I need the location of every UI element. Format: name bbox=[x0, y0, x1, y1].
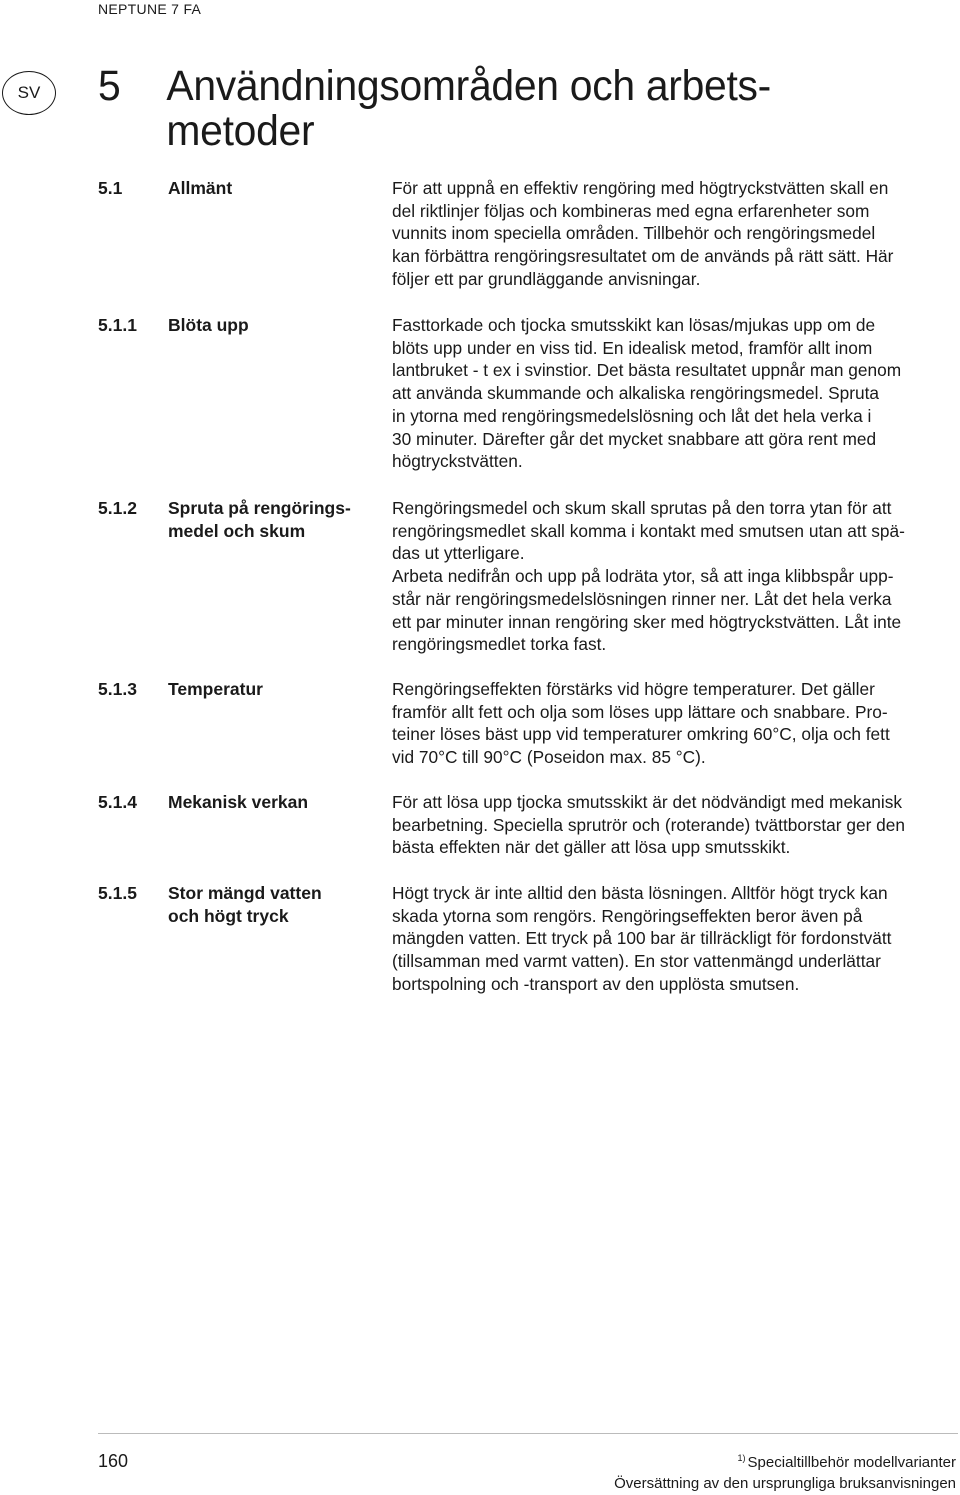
section-title: Allmänt bbox=[168, 178, 233, 198]
translation-note: Översättning av den ursprungliga bruksanvisningen bbox=[614, 1475, 956, 1492]
section-number: 5.1.1 bbox=[98, 315, 137, 335]
section-body: Rengöringsmedel och skum skall sprutas på den torra ytan för att rengöringsmedlet skall komma i kontakt med smutsen utan att spä- das ut ytterligare. Arbeta nedifrån och upp på lodräta ytor, så att inga klibbspår upp- står när rengöringsmedelslösningen rinner ner. Låt det hela verka ett par minuter innan rengöring sker med högtryckstvätten. Låt inte rengöringsmedlet torka fast. bbox=[392, 498, 905, 655]
chapter-heading bbox=[98, 64, 906, 154]
section-title: Temperatur bbox=[168, 679, 263, 699]
footnote-marker: 1) bbox=[737, 1453, 746, 1463]
section-body: För att uppnå en effektiv rengöring med högtryckstvätten skall en del riktlinjer följas och kombineras med egna erfarenheter som vunnits inom speciella områden. Tillbehör och rengöringsmedel kan förbättra rengöringsresultatet om de används på rätt sätt. Här följer ett par grundläggande anvisningar. bbox=[392, 178, 894, 289]
chapter-title-line-2: metoder bbox=[166, 107, 315, 155]
section-number: 5.1.5 bbox=[98, 883, 137, 903]
section-number: 5.1.4 bbox=[98, 792, 137, 812]
section-title: Blöta upp bbox=[168, 315, 249, 335]
footer-divider bbox=[98, 1433, 958, 1434]
section-body: Fasttorkade och tjocka smutsskikt kan lösas/mjukas upp om de blöts upp under en viss tid. En idealisk metod, framför allt inom lantbruket - t ex i svinstior. Det bästa resultatet uppnår man genom att använda skummande och alkaliska rengöringsmedel. Spruta in ytorna med rengöringsmedelslösning och låt det hela verka i 30 minuter. Därefter går det mycket snabbare att göra rent med högtryckstvätten. bbox=[392, 315, 902, 472]
section-number: 5.1.2 bbox=[98, 498, 137, 518]
section-number: 5.1.3 bbox=[98, 679, 137, 699]
footnote-text: Specialtillbehör modellvarianter bbox=[747, 1454, 956, 1471]
section-body: Rengöringseffekten förstärks vid högre temperaturer. Det gäller framför allt fett och olja som löses upp lättare och snabbare. Pro- teiner löses bäst upp vid temperaturer omkring 60°C, olja och fett vid 70°C till 90°C (Poseidon max. 85 °C). bbox=[392, 679, 890, 768]
chapter-number: 5 bbox=[98, 62, 121, 110]
section-body: För att lösa upp tjocka smutsskikt är det nödvändigt med mekanisk bearbetning. Speciella sprutrör och (roterande) tvättborstar ger den bästa effekten när det gäller att lösa upp smutsskikt. bbox=[392, 792, 905, 858]
chapter-title bbox=[98, 62, 771, 155]
section-body: Högt tryck är inte alltid den bästa lösningen. Alltför högt tryck kan skada ytorna som rengörs. Rengöringseffekten beror även på mängden vatten. Ett tryck på 100 bar är tillräckligt för fordonstvätt (tillsamman med varmt vatten). En stor vattenmängd underlättar bortspolning och -transport av den upplösta smutsen. bbox=[392, 883, 892, 994]
footnote bbox=[738, 1453, 956, 1471]
document-header: NEPTUNE 7 FA bbox=[98, 1, 202, 17]
chapter-title-line-1: Användningsområden och arbets- bbox=[166, 62, 771, 110]
section-title: Mekanisk verkan bbox=[168, 792, 309, 812]
section-title: Stor mängd vatten och högt tryck bbox=[168, 883, 322, 926]
section-title: Spruta på rengörings- medel och skum bbox=[168, 498, 351, 541]
language-badge: SV bbox=[2, 71, 56, 115]
page-number: 160 bbox=[98, 1451, 129, 1471]
section-number: 5.1 bbox=[98, 178, 123, 198]
